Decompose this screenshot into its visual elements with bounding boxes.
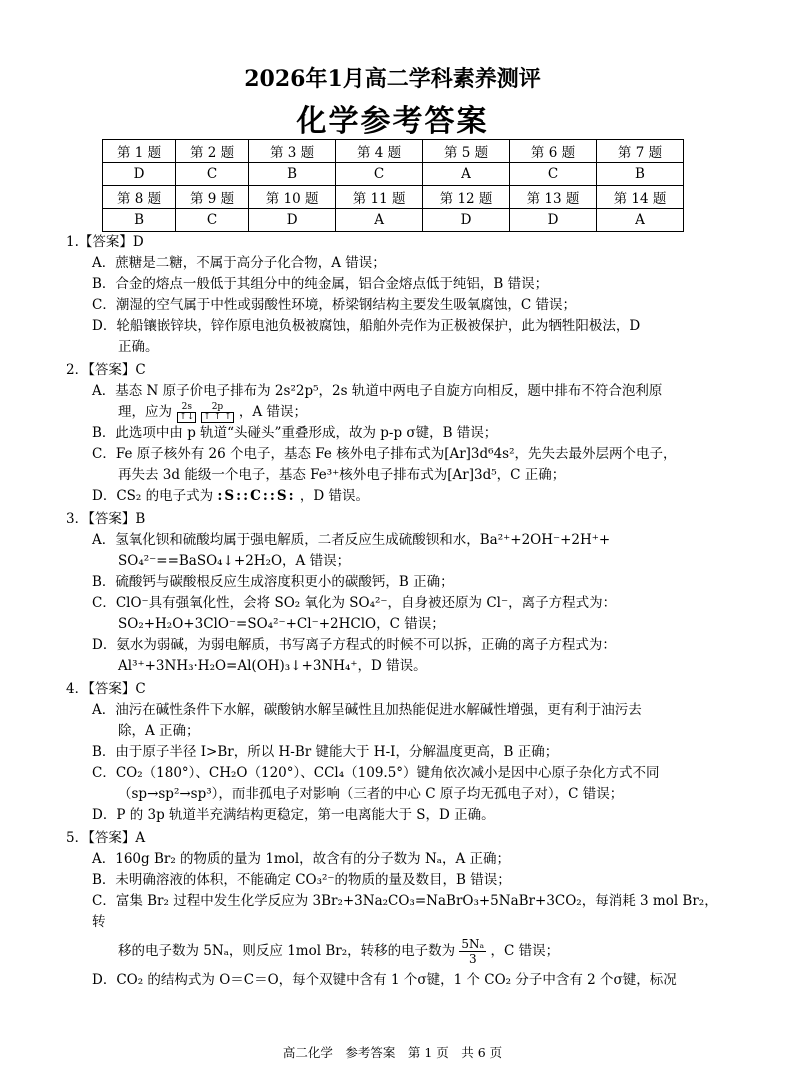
orbital-2s-box: ↑↓: [179, 411, 195, 422]
question-number-cell: 第 1 题: [103, 140, 176, 163]
question-number-cell: 第 8 题: [103, 186, 176, 209]
option-c: C．CO₂（180°）、CH₂O（120°）、CCl₄（109.5°）键角依次减小是因中心原子杂化方式不同: [92, 765, 660, 781]
electron-formula: :S::C::S:: [217, 488, 296, 504]
orbital-2s-label: 2s: [181, 401, 193, 412]
option-a: A．160g Br₂ 的物质的量为 1mol，故含有的分子数为 Nₐ，A 正确；: [92, 851, 511, 867]
question-number-cell: 第 6 题: [510, 140, 597, 163]
option-c-text: 移的电子数为 5Nₐ，则反应 1mol Br₂，转移的电子数为: [118, 943, 456, 959]
question-2-answer: 2．【答案】C: [66, 362, 146, 378]
answer-cell: D: [423, 209, 510, 232]
answer-cell: A: [336, 209, 423, 232]
answer-cell: D: [103, 163, 176, 186]
page-footer: 高二化学 参考答案 第 1 页 共 6 页: [282, 1045, 503, 1060]
option-c: C．ClO⁻具有强氧化性，会将 SO₂ 氧化为 SO₄²⁻，自身被还原为 Cl⁻，离子方程式为：: [92, 595, 617, 611]
answer-key-title: 化学参考答案: [296, 104, 489, 139]
question-number-cell: 第 5 题: [423, 140, 510, 163]
answer-table-answer-row-2: [103, 209, 684, 232]
answer-cell: D: [249, 209, 336, 232]
explanations: [66, 230, 726, 991]
option-a: A．基态 N 原子价电子排布为 2s²2p⁵，2s 轨道中两电子自旋方向相反，题中排布不符合泡利原: [92, 383, 663, 399]
answer-cell: B: [249, 163, 336, 186]
question-number-cell: 第 4 题: [336, 140, 423, 163]
question-number-cell: 第 13 题: [510, 186, 597, 209]
orbital-2p-box: ↑ ↑ ↑: [203, 411, 232, 422]
option-d-text-end: ，D 错误。: [299, 488, 369, 504]
question-5-answer: 5．【答案】A: [66, 830, 146, 846]
question-number-cell: 第 14 题: [597, 186, 684, 209]
question-2: [66, 360, 726, 507]
orbital-2p-label: 2p: [211, 401, 224, 412]
question-number-cell: 第 10 题: [249, 186, 336, 209]
answer-cell: C: [510, 163, 597, 186]
fraction-numerator: 5Nₐ: [461, 937, 485, 951]
orbital-diagram: [176, 403, 234, 423]
question-number-cell: 第 9 题: [176, 186, 249, 209]
option-a-continued: [66, 402, 726, 423]
option-a-text: 理，应为: [118, 404, 172, 420]
exam-title: 2026年1月高二学科素养测评: [244, 66, 541, 92]
answer-cell: C: [176, 209, 249, 232]
option-a: A．油污在碱性条件下水解，碳酸钠水解呈碱性且加热能促进水解碱性增强，更有利于油污去: [92, 702, 642, 718]
answer-cell: C: [176, 163, 249, 186]
answer-table: [102, 139, 684, 232]
option-b: B．合金的熔点一般低于其组分中的纯金属，铝合金熔点低于纯铝，B 错误；: [92, 276, 549, 292]
question-1: [66, 232, 726, 358]
option-c-continued: 再失去 3d 能级一个电子，基态 Fe³⁺核外电子排布式为[Ar]3d⁵，C 正确；: [118, 467, 566, 483]
question-number-cell: 第 3 题: [249, 140, 336, 163]
answer-cell: B: [597, 163, 684, 186]
option-a-continued: 除，A 正确；: [118, 723, 200, 739]
option-a-continued: SO₄²⁻==BaSO₄↓+2H₂O，A 错误；: [118, 553, 351, 569]
option-b: B．由于原子半径 I>Br，所以 H-Br 键能大于 H-I，分解温度更高，B 正确；: [92, 744, 559, 760]
option-c-continued: SO₂+H₂O+3ClO⁻=SO₄²⁻+Cl⁻+2HClO，C 错误；: [118, 616, 445, 632]
option-d: [66, 486, 726, 507]
option-a: A．蔗糖是二糖，不属于高分子化合物，A 错误；: [92, 255, 386, 271]
question-3: [66, 509, 726, 677]
answer-cell: B: [103, 209, 176, 232]
option-c: C．富集 Br₂ 过程中发生化学反应为 3Br₂+3Na₂CO₃=NaBrO₃+5NaBr+3CO₂，每消耗 3 mol Br₂，转: [92, 893, 718, 930]
question-4: [66, 679, 726, 826]
fraction-denominator: 3: [468, 952, 477, 966]
question-1-answer: 1.【答案】D: [66, 234, 144, 250]
option-c: C．潮湿的空气属于中性或弱酸性环境，桥梁钢结构主要发生吸氧腐蚀，C 错误；: [92, 297, 576, 313]
option-c-continued: （sp→sp²→sp³），而非孤电子对影响（三者的中心 C 原子均无孤电子对），C 错误；: [118, 786, 624, 802]
answer-cell: A: [423, 163, 510, 186]
answer-table-answer-row-1: [103, 163, 684, 186]
option-b: B．未明确溶液的体积，不能确定 CO₃²⁻的物质的量及数目，B 错误；: [92, 872, 511, 888]
fraction: [459, 937, 486, 966]
option-d: D．轮船镶嵌锌块，锌作原电池负极被腐蚀，船舶外壳作为正极被保护，此为牺牲阳极法，D: [92, 318, 641, 334]
option-a-text-end: ，A 错误；: [238, 404, 307, 420]
answer-table-header-row-2: [103, 186, 684, 209]
answer-table-header-row-1: [103, 140, 684, 163]
question-number-cell: 第 7 题: [597, 140, 684, 163]
question-3-answer: 3．【答案】B: [66, 511, 146, 527]
option-b: B．此选项中由 p 轨道“头碰头”重叠形成，故为 p-p σ键，B 错误；: [92, 425, 498, 441]
question-number-cell: 第 2 题: [176, 140, 249, 163]
option-d-continued: Al³⁺+3NH₃·H₂O=Al(OH)₃↓+3NH₄⁺，D 错误。: [118, 658, 427, 674]
option-d: D．CO₂ 的结构式为 O＝C＝O，每个双键中含有 1 个σ键，1 个 CO₂ 分子中含有 2 个σ键，标况: [92, 972, 677, 988]
question-number-cell: 第 12 题: [423, 186, 510, 209]
option-a: A．氢氧化钡和硫酸均属于强电解质，二者反应生成硫酸钡和水，Ba²⁺+2OH⁻+2H⁺+: [92, 532, 611, 548]
question-5: [66, 828, 726, 991]
option-c-text-end: ，C 错误；: [490, 943, 560, 959]
option-d: D．氨水为弱碱，为弱电解质，书写离子方程式的时候不可以拆，正确的离子方程式为：: [92, 637, 616, 653]
option-d-continued: 正确。: [118, 339, 159, 355]
question-4-answer: 4．【答案】C: [66, 681, 146, 697]
option-c: C．Fe 原子核外有 26 个电子，基态 Fe 核外电子排布式为[Ar]3d⁶4s²，先失去最外层两个电子，: [92, 446, 677, 462]
option-d-text: D．CS₂ 的电子式为: [92, 488, 214, 504]
option-d: D．P 的 3p 轨道半充满结构更稳定，第一电离能大于 S，D 正确。: [92, 807, 495, 823]
answer-cell: C: [336, 163, 423, 186]
option-c-continued: [66, 937, 726, 966]
answer-cell: D: [510, 209, 597, 232]
option-b: B．硫酸钙与碳酸根反应生成溶度积更小的碳酸钙，B 正确；: [92, 574, 454, 590]
question-number-cell: 第 11 题: [336, 186, 423, 209]
answer-cell: A: [597, 209, 684, 232]
